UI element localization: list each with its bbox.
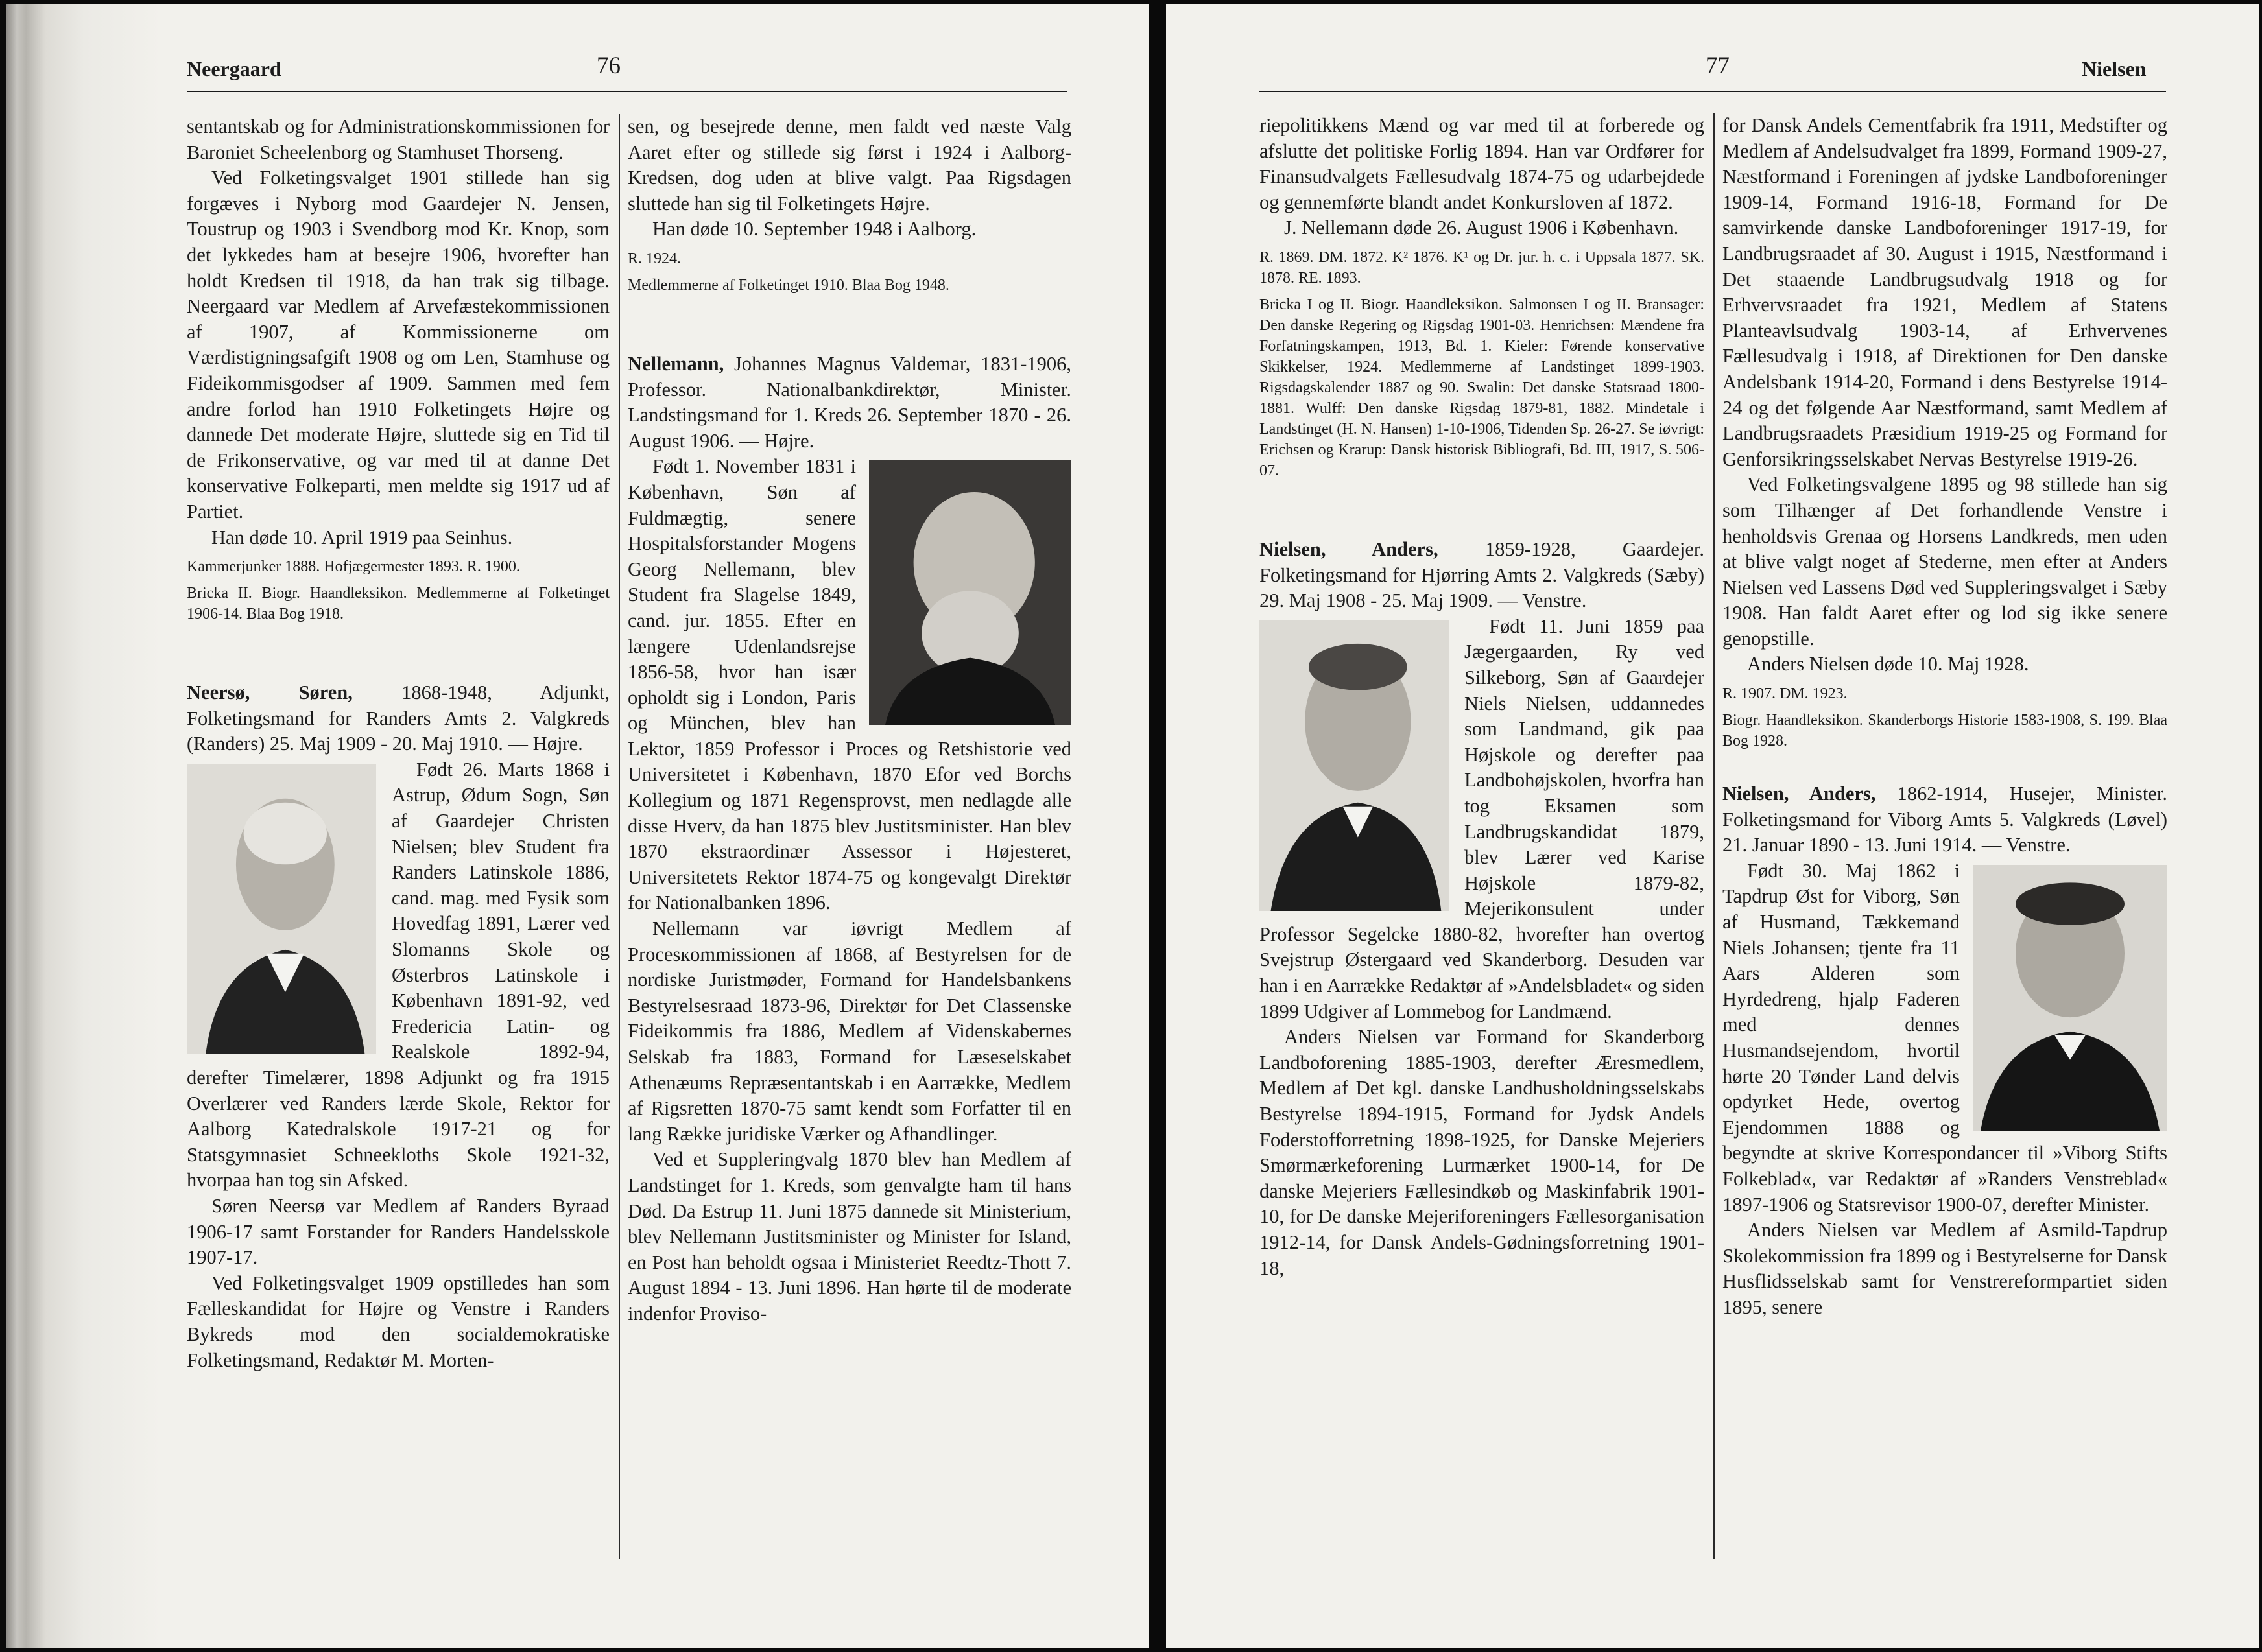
entry-intro: 1862-1914, Husejer, Minister. Folketingsmand for Viborg Amts 5. Valgkreds (Løvel) 21. Januar 1890 - 13. Juni 1914. — Venstre.	[1722, 783, 2167, 856]
paragraph: Anders Nielsen var Formand for Skanderborg Landboforening 1885-1903, derefter Æresmedlem, Medlem af Det kgl. danske Landhusholdningsselskabs Bestyrelse 1894-1915, Formand for Jydsk Andels Foderstofforretning 1898-1925, for Danske Mejeriers Smørmærkeforening Lurmærket 1900-14, for De danske Mejeriers Fællesindkøb og Maskinfabrik 1901-10, for De danske Mejeriforeningers Fællesorganisation 1912-14, for Dansk Andels-Gødningsforretning 1901-18,	[1259, 1026, 1704, 1279]
sources-note: Biogr. Haandleksikon. Skanderborgs Historie 1583-1908, S. 199. Blaa Bog 1928.	[1722, 712, 2167, 750]
page-stack-edge	[6, 4, 162, 1648]
paragraph: Han døde 10. April 1919 paa Seinhus.	[211, 526, 513, 549]
paragraph: Født 1. November 1831 i København, Søn af Fuldmægtig, senere Hospitalsforstander Mogens Georg Nellemann, blev Student fra Slagelse 1849, cand. jur. 1855. Efter en længere Udenlandsrejse 1856-58, hvor han især opholdt sig i London, Paris og München, blev han Lektor, 1859 Professor i Proces og Retshistorie ved Universitetet i København, 1870 Efor ved Borchs Kollegium og 1871 Regensprovst, men nedlagde alle disse Hverv, da han 1875 blev Justitsminister. Han blev 1870 ekstraordinær Assessor i Højesteret, Universitetets Rektor 1874-75 og kongevalgt Direktør for Nationalbanken 1896.	[628, 455, 1071, 914]
header-rule	[187, 91, 1067, 92]
portrait-image	[869, 460, 1071, 725]
left-column-2	[628, 114, 1071, 1327]
entry-name: Nielsen, Anders,	[1259, 537, 1438, 560]
honors-note: R. 1924.	[628, 250, 682, 267]
paragraph: sen, og besejrede denne, men faldt ved næste Valg Aaret efter og stillede sig først i 1924 i Aalborg-Kredsen, dog uden at blive valgt. Paa Rigsdagen sluttede han sig til Folketingets Højre.	[628, 115, 1071, 215]
paragraph: sentantskab og for Administrationskommissionen for Baroniet Scheelenborg og Stamhuset Thorseng.	[187, 115, 610, 163]
sources-note: Medlemmerne af Folketinget 1910. Blaa Bog 1948.	[628, 276, 949, 294]
left-column-1	[187, 114, 610, 1373]
portrait-photo	[187, 764, 376, 1054]
honors-note: Kammerjunker 1888. Hofjægermester 1893. R. 1900.	[187, 558, 520, 576]
portrait-image	[187, 764, 376, 1054]
portrait-photo	[869, 460, 1071, 725]
entry-name: Neersø, Søren,	[187, 681, 353, 704]
sources-note: Bricka II. Biogr. Haandleksikon. Medlemmerne af Folketinget 1906-14. Blaa Bog 1918.	[187, 585, 610, 623]
paragraph: riepolitikkens Mænd og var med til at forberede og afslutte det politiske Forlig 1894. Han var Ordfører for Finansudvalgets Fællesudvalg 1874-75 og udarbejdede og gennemførte blandt andet Konkursloven af 1872.	[1259, 114, 1704, 213]
page-number-right: 77	[1706, 53, 1730, 79]
entry-name: Nellemann,	[628, 352, 724, 375]
left-page	[6, 4, 1149, 1648]
paragraph: Han døde 10. September 1948 i Aalborg.	[652, 218, 977, 241]
entry-name: Nielsen, Anders,	[1722, 783, 1876, 805]
paragraph: Ved et Suppleringvalg 1870 blev han Medlem af Landstinget for 1. Kreds, som genvalgte ham til hans Død. Da Estrup 11. Juni 1875 dannede sit Ministerium, blev Nellemann Justitsminister og Minister for Island, en Post han beholdt ogsaa i Ministeriet Reedtz-Thott 7. August 1894 - 13. Juni 1896. Han hørte til de moderate indenfor Proviso-	[628, 1148, 1071, 1325]
portrait-photo	[1259, 620, 1449, 911]
paragraph: Søren Neersø var Medlem af Randers Byraad 1906-17 samt Forstander for Randers Handelsskole 1907-17.	[187, 1194, 610, 1269]
page-number-left: 76	[597, 53, 621, 79]
honors-note: R. 1907. DM. 1923.	[1722, 685, 1848, 703]
paragraph: for Dansk Andels Cementfabrik fra 1911, Medstifter og Medlem af Andelsudvalget fra 1899, Formand 1909-27, Næstformand i Foreningen af jydske Landboforeninger 1909-14, Formand 1916-18, Formand for De samvirkende danske Landboforeninger 1917-19, for Landbrugsraadet af 30. August i 1915, Næstformand i Det staaende Landbrugsudvalg 1918 og for Erhvervsraadet fra 1921, Medlem af Statens Planteavlsudvalg 1903-14, af Erhvervenes Fællesudvalg i 1918, af Direktionen for Den danske Andelsbank 1914-20, Formand i dens Bestyrelse 1914-24 og det følgende Aar Næstformand, samt Medlem af Landbrugsraadets Præsidium 1919-25 og Formand for Genforsikringsselskabet Nervas Bestyrelse 1919-26.	[1722, 114, 2167, 470]
right-page	[1166, 4, 2259, 1648]
paragraph: Ved Folketingsvalget 1909 opstilledes han som Fælleskandidat for Højre og Venstre i Randers Bykreds mod den socialdemokratiske Folketingsmand, Redaktør M. Morten-	[187, 1271, 610, 1371]
paragraph: Ved Folketingsvalgene 1895 og 98 stillede han sig som Tilhænger af Det forhandlende Venstre i henholdsvis Grenaa og Horsens Landkreds, men uden at blive valgt noget af Stederne, men efter at Anders Nielsen ved Lassens Død ved Suppleringsvalget i Sæby 1908. Han faldt Aaret efter og lod sig ikke senere genopstille.	[1722, 473, 2167, 650]
right-column-1	[1259, 113, 1704, 1281]
portrait-photo	[1973, 865, 2167, 1131]
sources-note: Bricka I og II. Biogr. Haandleksikon. Salmonsen I og II. Bransager: Den danske Regering og Rigsdag 1901-03. Henrichsen: Mændene fra Forfatningskampen, 1913, Bd. 1. Kieler: Førende konservative Skikkelser, 1924. Medlemmerne af Landstinget 1899-1903. Rigsdagskalender 1887 og 90. Swalin: Det danske Statsraad 1800-1881. Wulff: Den danske Rigsdag 1879-81, 1882. Mindetale i Landstinget (H. N. Hansen) 1-10-1906, Tidenden Sp. 26-27. Se iøvrigt: Erichsen og Krarup: Dansk historisk Bibliografi, Bd. III, 1917, S. 506-07.	[1259, 296, 1704, 479]
paragraph: J. Nellemann døde 26. August 1906 i København.	[1284, 217, 1679, 239]
paragraph: Født 26. Marts 1868 i Astrup, Ødum Sogn, Søn af Gaardejer Christen Nielsen; blev Student fra Randers Latinskole 1886, cand. mag. med Fysik som Hovedfag 1891, Lærer ved Slomanns Skole og Østerbros Latinskole i København 1891-92, ved Fredericia Latin- og Realskole 1892-94, derefter Timelærer, 1898 Adjunkt og fra 1915 Overlærer ved Randers lærde Skole, Rektor for Aalborg Katedralskole 1917-21 og for Statsgymnasiet Schneekloths Skole 1921-32, hvorpaa han tog sin Afsked.	[187, 758, 610, 1192]
running-head-right: Nielsen	[2082, 57, 2147, 80]
paragraph: Ved Folketingsvalget 1901 stillede han sig forgæves i Nyborg mod Gaardejer N. Jensen, Toustrup og 1903 i Svendborg mod Kr. Knop, som det lykkedes ham at besejre 1906, hvorefter han holdt Kredsen til 1918, da han trak sig tilbage. Neergaard var Medlem af Arvefæstekommissionen af 1907, af Kommissionerne om Værdistigningsafgift 1908 og om Len, Stamhuse og Fideikommisgodser af 1909. Sammen med fem andre forlod han 1910 Folketingets Højre og dannede Det moderate Højre, sluttede sig en Tid til de Frikonservative, og var med til at danne Det konservative Folkeparti, men meldte sig 1917 ud af Partiet.	[187, 167, 610, 523]
header-rule	[1259, 91, 2166, 92]
honors-note: R. 1869. DM. 1872. K² 1876. K¹ og Dr. jur. h. c. i Uppsala 1877. SK. 1878. RE. 1893.	[1259, 248, 1704, 287]
entry-intro: Johannes Magnus Valdemar, 1831-1906, Professor. Nationalbankdirektør, Minister. Landstingsmand for 1. Kreds 26. September 1870 - 26. August 1906. — Højre.	[628, 352, 1071, 452]
running-head-left: Neergaard	[187, 57, 281, 80]
paragraph: Født 30. Maj 1862 i Tapdrup Øst for Viborg, Søn af Husmand, Tækkemand Niels Johansen; tjente fra 11 Aars Alderen som Hyrdedreng, hjalp Faderen med dennes Husmandsejendom, hvortil hørte 20 Tønder Land delvis opdyrket Hede, overtog Ejendommen 1888 og begyndte at skrive Korrespondancer til »Viborg Stifts Folkeblad«, var Redaktør af »Randers Venstreblad« 1897-1906 og Statsrevisor 1900-07, derefter Minister.	[1722, 859, 2167, 1216]
column-divider	[1713, 113, 1715, 1559]
entry-intro: 1868-1948, Adjunkt, Folketingsmand for Randers Amts 2. Valgkreds (Randers) 25. Maj 1909 - 20. Maj 1910. — Højre.	[187, 681, 610, 755]
portrait-image	[1259, 620, 1449, 911]
column-divider	[619, 114, 620, 1559]
portrait-image	[1973, 865, 2167, 1131]
right-column-2	[1722, 113, 2167, 1321]
entry-intro: 1859-1928, Gaardejer. Folketingsmand for Hjørring Amts 2. Valgkreds (Sæby) 29. Maj 1908 - 25. Maj 1909. — Venstre.	[1259, 537, 1705, 612]
paragraph: Anders Nielsen døde 10. Maj 1928.	[1747, 653, 2029, 676]
paragraph: Født 11. Juni 1859 paa Jægergaarden, Ry ved Silkeborg, Søn af Gaardejer Niels Nielsen, uddannedes som Landmand, gik paa Højskole og derefter paa Landbohøjskolen, hvorfra han tog Eksamen som Landbrugskandidat 1879, blev Lærer ved Karise Højskole 1879-82, Mejerikonsulent under Professor Segelcke 1880-82, hvorefter han overtog Svejstrup Østergaard ved Skanderborg. Desuden var han i en Aarrække Redaktør af »Andelsbladet« og siden 1899 Udgiver af Lommebog for Landmænd.	[1259, 615, 1704, 1022]
paragraph: Nellemann var iøvrigt Medlem af Procesкommissionen af 1868, af Bestyrelsen for de nordiske Juristmøder, Formand for Handelsbankens Bestyrelsesraad 1873-96, Direktør for Det Classenske Fideikommis fra 1886, Medlem af Videnskabernes Selskab fra 1883, Formand for Læseselskabet Athenæums Repræsentantskab i en Aarrække, Medlem af Rigsretten 1870-75 samt kendt som Forfatter til en lang Række juridiske Værker og Afhandlinger.	[628, 917, 1071, 1145]
paragraph: Anders Nielsen var Medlem af Asmild-Tapdrup Skolekommission fra 1899 og i Bestyrelserne for Dansk Husflidsselskab samt for Venstrereformpartiet siden 1895, senere	[1722, 1219, 2167, 1318]
